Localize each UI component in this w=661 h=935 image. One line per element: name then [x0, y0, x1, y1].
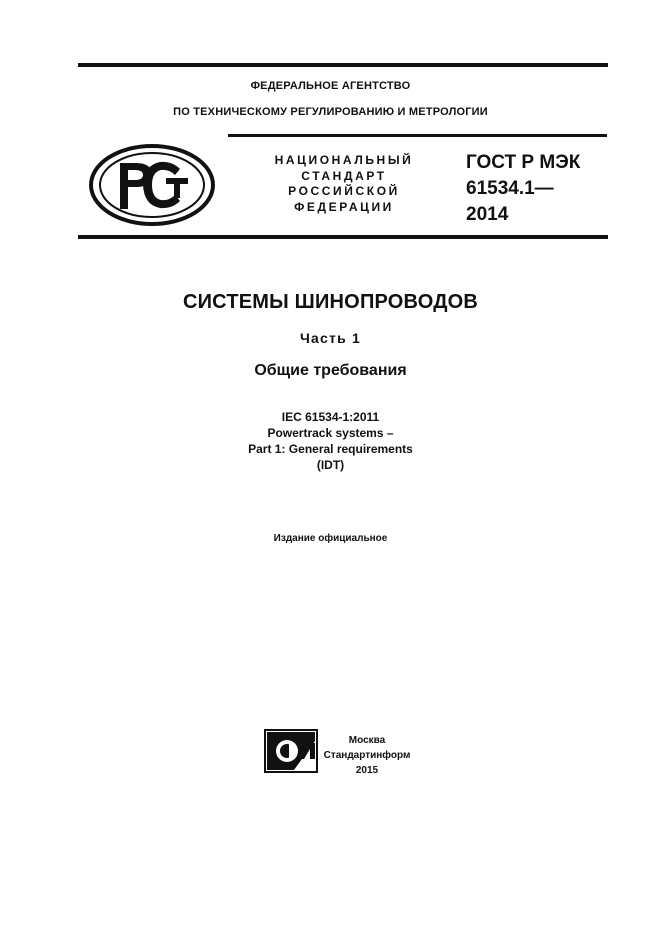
agency-line-2: ПО ТЕХНИЧЕСКОМУ РЕГУЛИРОВАНИЮ И МЕТРОЛОГИИ — [173, 106, 488, 118]
iec-line: Part 1: General requirements — [248, 442, 413, 456]
standard-type-line: ФЕДЕРАЦИИ — [294, 199, 394, 214]
standard-type-line: РОССИЙСКОЙ — [288, 184, 400, 198]
part-label: Часть 1 — [300, 330, 361, 346]
designation-line: 2014 — [466, 204, 509, 225]
designation-line: 61534.1— — [466, 178, 554, 199]
designation-line: ГОСТ Р МЭК — [466, 152, 581, 173]
header-bottom-rule — [78, 235, 608, 239]
header-top-rule — [228, 134, 607, 137]
rst-logo — [88, 143, 218, 227]
top-rule — [78, 63, 608, 67]
iec-line: IEC 61534-1:2011 — [281, 410, 380, 424]
iec-line: Powertrack systems – — [267, 426, 394, 440]
main-title: СИСТЕМЫ ШИНОПРОВОДОВ — [182, 291, 479, 313]
standard-type-line: СТАНДАРТ — [301, 168, 387, 183]
standartinform-logo — [264, 729, 318, 773]
iec-line: (IDT) — [316, 458, 345, 472]
standard-designation — [466, 150, 606, 228]
publisher-city: Москва — [348, 735, 386, 746]
edition-label: Издание официальное — [273, 533, 388, 544]
standard-type-line: НАЦИОНАЛЬНЫЙ — [274, 153, 414, 167]
publisher-name: Стандартинформ — [323, 750, 411, 761]
subtitle: Общие требования — [254, 362, 407, 379]
iec-reference — [0, 409, 661, 473]
standard-type — [258, 153, 430, 215]
agency-line-1: ФЕДЕРАЛЬНОЕ АГЕНТСТВО — [250, 80, 411, 92]
publisher-info — [322, 733, 412, 778]
publisher-year: 2015 — [355, 765, 379, 776]
